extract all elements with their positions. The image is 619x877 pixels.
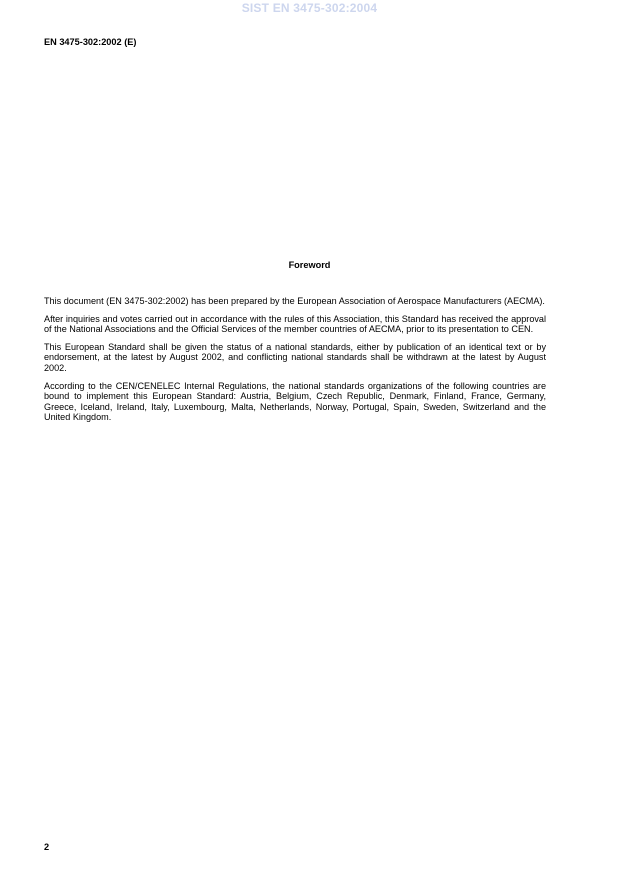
foreword-paragraph: This European Standard shall be given the status of a national standards, either by publication of an identical text or by endorsement, at the latest by August 2002, and conflicting national standards shall be withdrawn at the latest by August 2002.: [44, 341, 546, 373]
page-number: 2: [44, 842, 50, 852]
watermark: SIST EN 3475-302:2004: [241, 1, 378, 15]
foreword-heading: Foreword: [288, 260, 331, 270]
foreword-paragraph: This document (EN 3475-302:2002) has been prepared by the European Association of Aerospace Manufacturers (AECMA).: [44, 296, 545, 306]
foreword-body: [44, 296, 546, 430]
document-id-header: EN 3475-302:2002 (E): [44, 37, 137, 47]
foreword-paragraph: After inquiries and votes carried out in accordance with the rules of this Association, this Standard has received the approval of the National Associations and the Official Services of the member countries of AECMA, prior to its presentation to CEN.: [44, 313, 546, 335]
foreword-paragraph: According to the CEN/CENELEC Internal Regulations, the national standards organizations of the following countries are bound to implement this European Standard: Austria, Belgium, Czech Republic, Denmark, Finland, France, Germany, Greece, Iceland, Ireland, Italy, Luxembourg, Malta, Netherlands, Norway, Portugal, Spain, Sweden, Switzerland and the United Kingdom.: [44, 380, 546, 423]
